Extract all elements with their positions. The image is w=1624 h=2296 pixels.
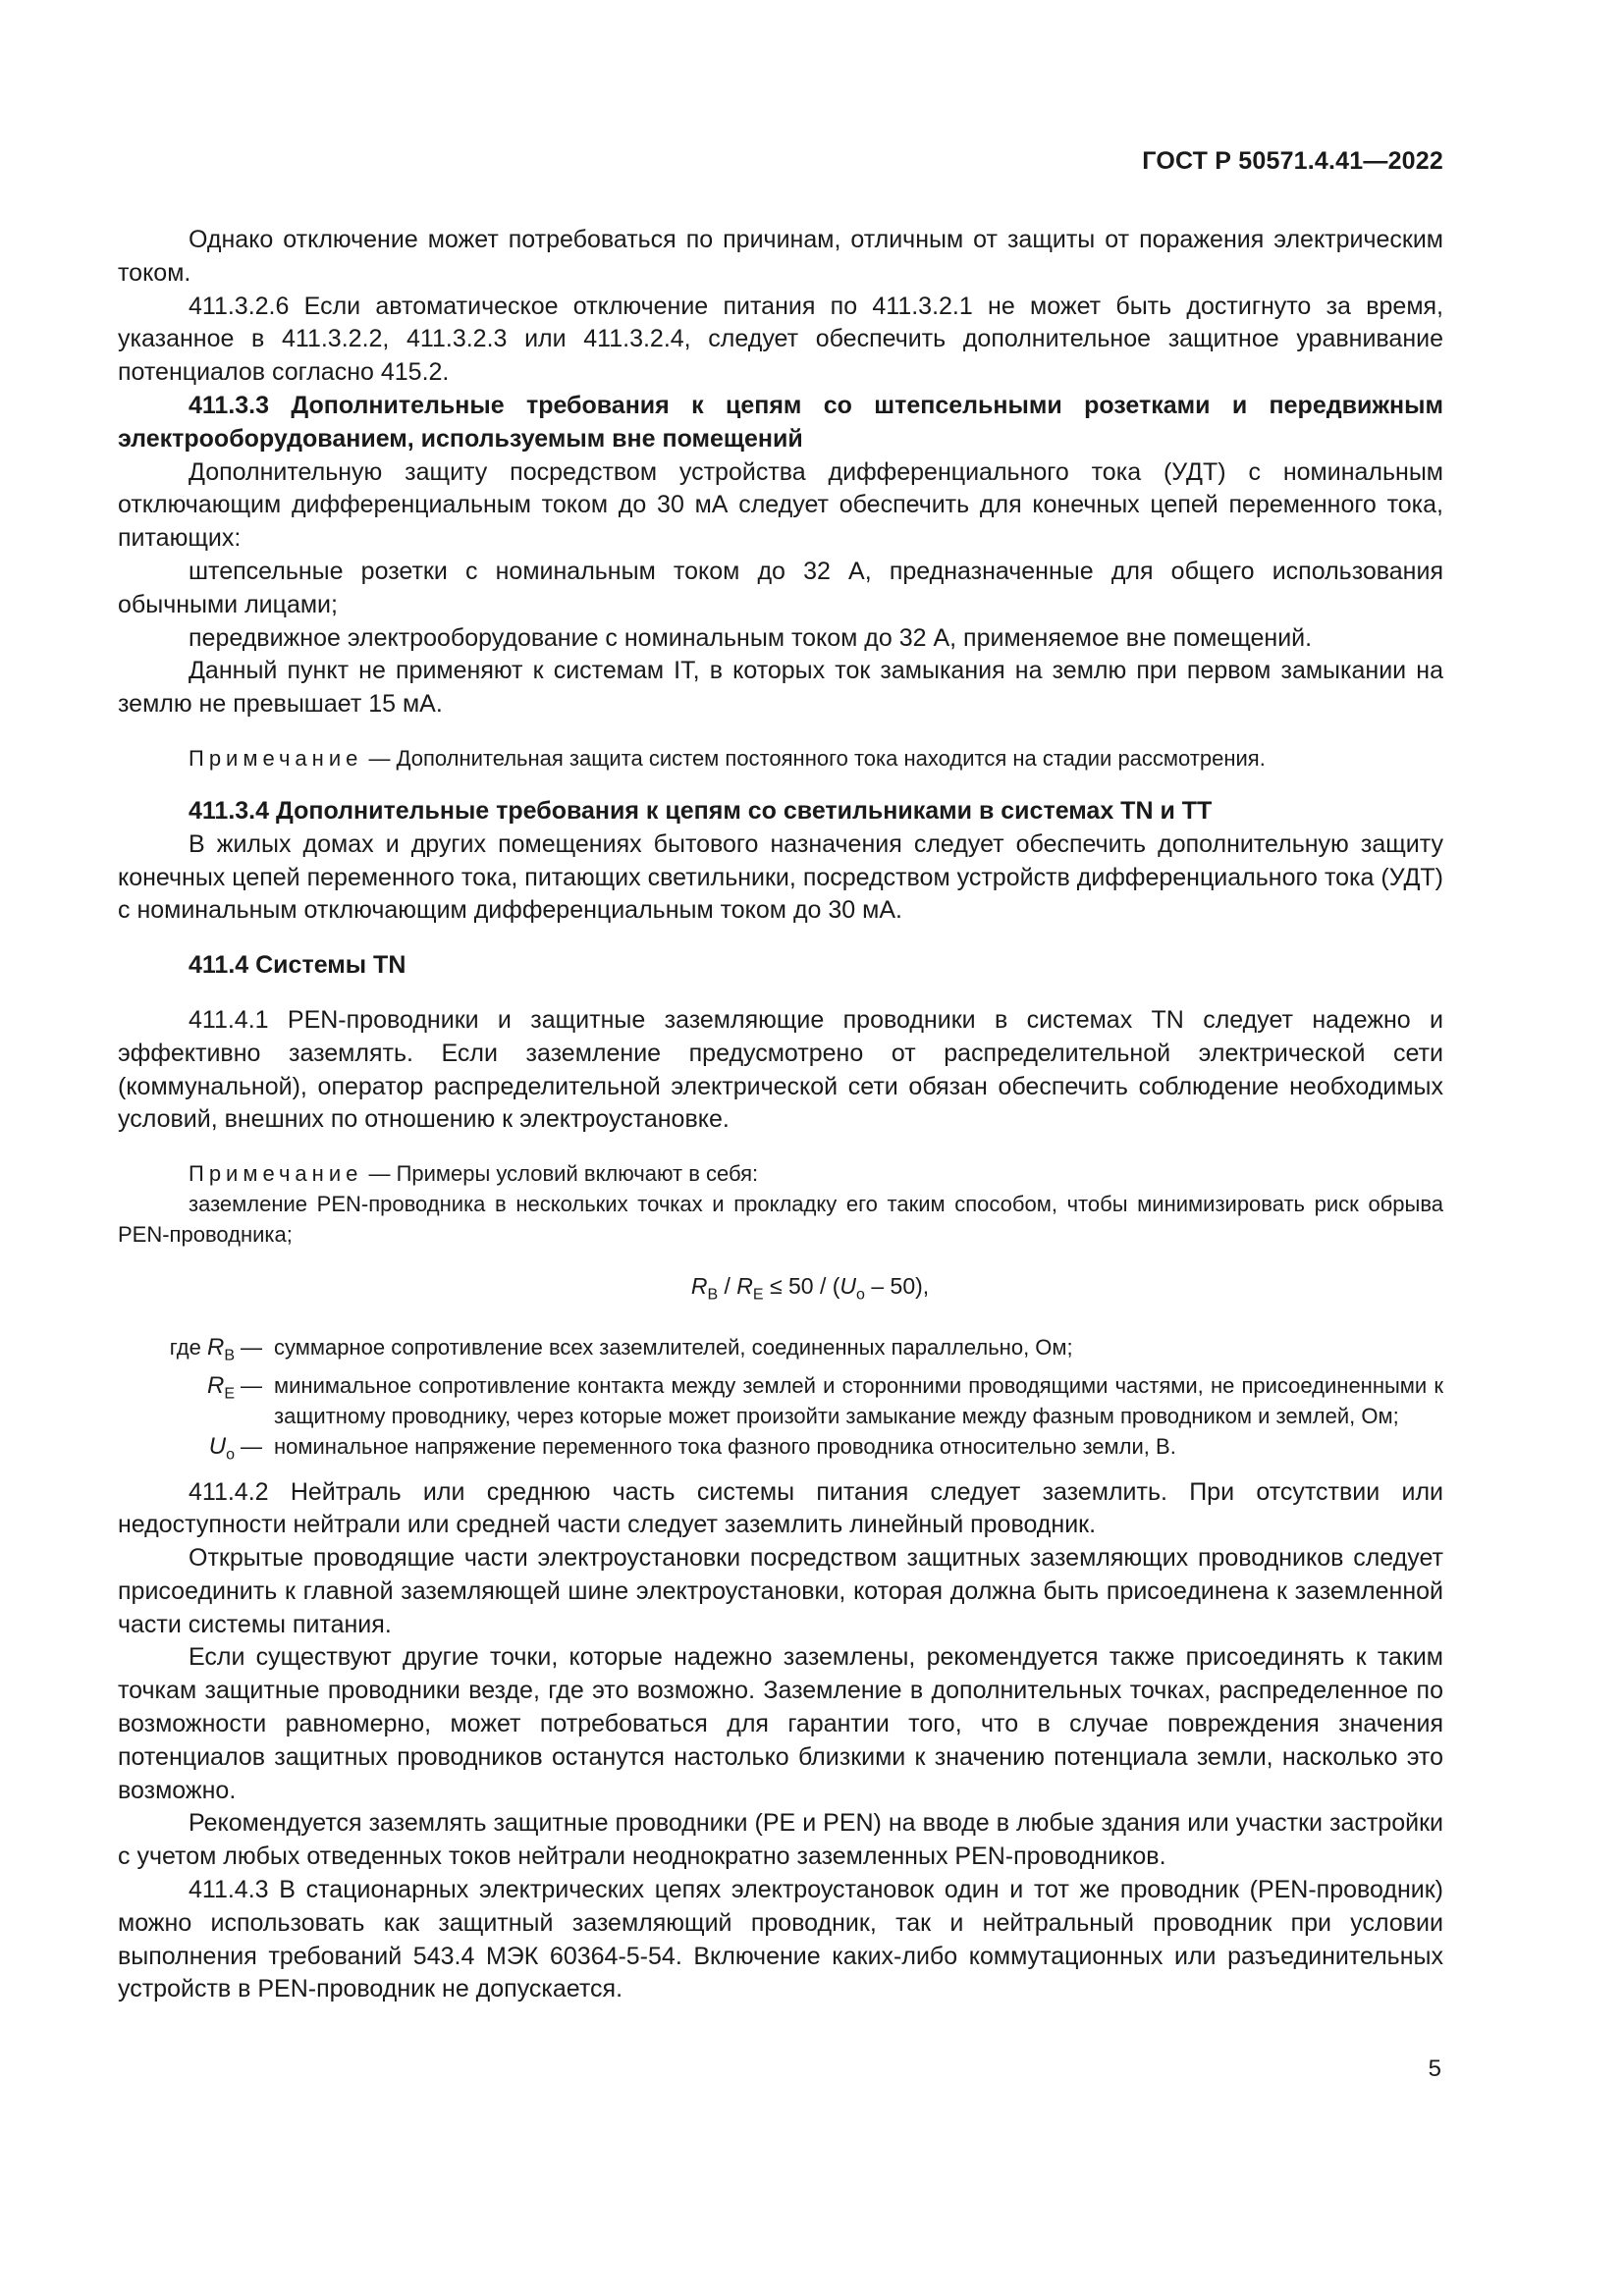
legend-symbol	[118, 1370, 241, 1431]
legend-symbol-letter: R	[206, 1372, 225, 1400]
heading-411-3-4: 411.3.4 Дополнительные требования к цепям со светильниками в системах TN и TT	[189, 796, 1213, 825]
paragraph-411-4-2: 411.4.2 Нейтраль или среднюю часть системы питания следует заземлить. При отсутствии или недоступности нейтрали или средней части следует заземлить линейный проводник.	[118, 1477, 1443, 1539]
legend-symbol-subscript: E	[224, 1385, 235, 1403]
note-paragraph: заземление PEN-проводника в нескольких точках и прокладку его таким способом, чтобы минимизировать риск обрыва PEN-проводника;	[118, 1192, 1443, 1248]
formula-operator: – 50),	[864, 1273, 930, 1300]
list-item: штепсельные розетки с номинальным током до 32 А, предназначенные для общего использования обычными лицами;	[118, 557, 1443, 618]
legend-row	[118, 1332, 1443, 1370]
paragraph: Дополнительную защиту посредством устройства дифференциального тока (УДТ) с номинальным отключающим дифференциальным током до 30 мА следует обеспечить для конечных цепей переменного тока, питающих:	[118, 457, 1443, 553]
paragraph-411-4-1: 411.4.1 PEN-проводники и защитные заземляющие проводники в системах TN следует надежно и эффективно заземлять. Если заземление предусмотрено от распределительной электрической сети (коммунальной), оператор распределительной электрической сети обязан обеспечить соблюдение необходимых условий, внешних по отношению к электроустановке.	[118, 1005, 1443, 1134]
paragraph: Однако отключение может потребоваться по причинам, отличным от защиты от поражения электрическим током.	[118, 226, 1443, 287]
legend-symbol	[118, 1431, 241, 1469]
legend-text: минимальное сопротивление контакта между землей и сторонними проводящими частями, не присоединенными к защитному проводнику, через которые может произойти замыкание между фазным проводником и землей, Ом;	[274, 1373, 1443, 1429]
formula-operator: ≤ 50 / (	[763, 1273, 840, 1300]
legend-row	[118, 1431, 1443, 1469]
note-label: Примечание	[189, 1161, 363, 1187]
legend-symbol-subscript: o	[226, 1446, 235, 1464]
paragraph: В жилых домах и других помещениях бытового назначения следует обеспечить дополнительную защиту конечных цепей переменного тока, питающих светильники, посредством устройств дифференциального тока (УДТ) с номинальным отключающим дифференциальным током до 30 мА.	[118, 829, 1443, 925]
formula-operator: /	[718, 1273, 737, 1300]
formula-symbol: R	[690, 1273, 708, 1300]
note-text: — Примеры условий включают в себя:	[362, 1161, 759, 1187]
legend-symbol-letter: U	[208, 1433, 227, 1461]
formula-subscript: o	[856, 1286, 865, 1304]
formula-symbol: U	[839, 1273, 857, 1300]
note-label: Примечание	[189, 745, 363, 771]
paragraph: Рекомендуется заземлять защитные проводники (PE и PEN) на вводе в любые здания или участки застройки с учетом любых отведенных токов нейтрали неоднократно заземленных PEN-проводников.	[118, 1809, 1443, 1871]
formula-subscript: B	[707, 1286, 719, 1304]
legend-text: суммарное сопротивление всех заземлителей, соединенных параллельно, Ом;	[274, 1334, 1073, 1360]
paragraph-411-4-3: 411.4.3 В стационарных электрических цепях электроустановок один и тот же проводник (PEN-проводник) можно использовать как защитный заземляющий проводник, так и нейтральный проводник при условии выполнения требований 543.4 МЭК 60364-5-54. Включение каких-либо коммутационных или разъединительных устройств в PEN-проводник не допускается.	[118, 1876, 1443, 2003]
list-item: передвижное электрооборудование с номинальным током до 32 А, применяемое вне помещений.	[189, 623, 1313, 652]
heading-411-3-3: 411.3.3 Дополнительные требования к цепям со штепсельными розетками и передвижным электрооборудованием, используемым вне помещений	[118, 391, 1443, 453]
document-body	[118, 224, 1443, 2006]
page-number: 5	[1428, 2056, 1441, 2082]
legend-prefix: где	[169, 1334, 207, 1360]
legend-symbol-subscript: B	[224, 1347, 235, 1364]
formula-legend	[118, 1332, 1443, 1470]
legend-symbol-letter: R	[206, 1333, 225, 1361]
legend-text: номинальное напряжение переменного тока фазного проводника относительно земли, В.	[274, 1434, 1176, 1460]
paragraph-411-3-2-6: 411.3.2.6 Если автоматическое отключение питания по 411.3.2.1 не может быть достигнуто за время, указанное в 411.3.2.2, 411.3.2.3 или 411.3.2.4, следует обеспечить дополнительное защитное уравнивание потенциалов согласно 415.2.	[118, 292, 1443, 387]
formula-subscript: E	[752, 1286, 764, 1304]
legend-dash: —	[241, 1434, 262, 1460]
paragraph: Открытые проводящие части электроустановки посредством защитных заземляющих проводников следует присоединить к главной заземляющей шине электроустановки, которая должна быть присоединена к заземленной части системы питания.	[118, 1544, 1443, 1638]
formula-symbol: R	[736, 1273, 753, 1300]
legend-row	[118, 1370, 1443, 1431]
paragraph: Если существуют другие точки, которые надежно заземлены, рекомендуется также присоединять к таким точкам защитные проводники везде, где это возможно. Заземление в дополнительных точках, распределенное по возможности равномерно, может потребоваться для гарантии того, что в случае повреждения значения потенциалов защитных проводников останутся настолько близкими к значению потенциала земли, насколько это возможно.	[118, 1643, 1443, 1804]
legend-dash: —	[241, 1334, 262, 1360]
legend-dash: —	[241, 1373, 262, 1399]
document-header: ГОСТ Р 50571.4.41—2022	[1142, 147, 1443, 175]
formula	[118, 1271, 1443, 1310]
paragraph: Данный пункт не применяют к системам IT, в которых ток замыкания на землю при первом замыкании на землю не превышает 15 мА.	[118, 657, 1443, 719]
note-text: — Дополнительная защита систем постоянного тока находится на стадии рассмотрения.	[362, 745, 1266, 771]
note	[118, 1158, 1443, 1189]
heading-411-4: 411.4 Системы TN	[189, 951, 406, 980]
legend-symbol	[118, 1332, 241, 1370]
note	[118, 743, 1443, 774]
